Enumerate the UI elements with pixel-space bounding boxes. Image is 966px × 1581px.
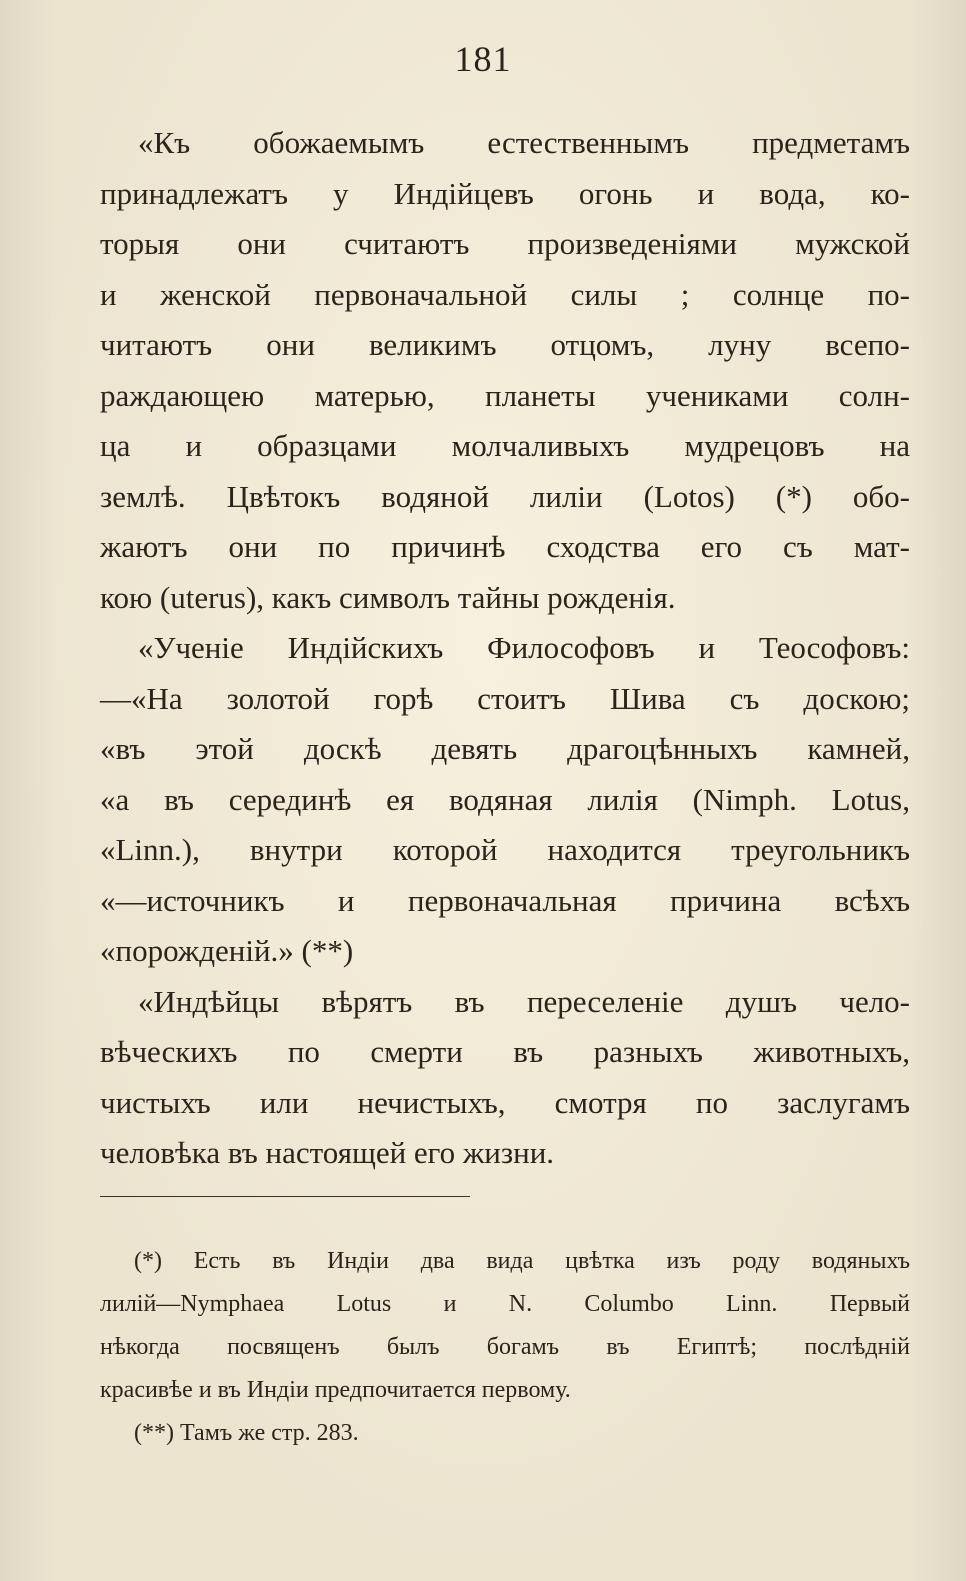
text-line: «въ этой доскѣ девять драгоцѣнныхъ камней, [100,731,910,766]
text-line: «Linn.), внутри которой находится треугольникъ [100,832,910,867]
text-line: «—источникъ и первоначальная причина всѣхъ [100,882,910,918]
text-line: и женской первоначальной силы ; солнце по- [100,276,910,312]
text-line: торыя они считаютъ произведеніями мужской [100,226,910,261]
paragraph [100,118,910,623]
footnote-line: нѣкогда посвященъ былъ богамъ въ Египтѣ; послѣдній [100,1334,910,1360]
text-line: «Къ обожаемымъ естественнымъ предметамъ [138,125,910,160]
paragraph [100,977,910,1179]
text-line: читаютъ они великимъ отцомъ, луну всепо- [100,327,910,362]
text-line: человѣка въ настоящей его жизни. [100,1135,555,1170]
footnote-line: (**) Тамъ же стр. 283. [134,1420,359,1446]
text-line: —«На золотой горѣ стоитъ Шива съ доскою; [100,680,910,716]
footnote-line: лилій—Nymphaea Lotus и N. Columbo Linn. Первый [100,1291,910,1317]
text-line: вѣческихъ по смерти въ разныхъ животныхъ, [100,1034,910,1069]
text-line: кою (uterus), какъ символъ тайны рожденія. [100,579,676,615]
text-line: «порожденій.» (**) [100,933,354,968]
footnote-separator [100,1196,470,1197]
footnote-line: (*) Есть въ Индіи два вида цвѣтка изъ роду водяныхъ [134,1248,910,1274]
text-line: принадлежатъ у Индійцевъ огонь и вода, ко- [100,175,910,211]
text-line: «Индѣйцы вѣрятъ въ переселеніе душъ чело- [138,983,910,1019]
text-line: раждающею матерью, планеты учениками солн- [100,377,910,413]
footnotes [100,1240,910,1455]
footnote [100,1240,910,1412]
text-line: чистыхъ или нечистыхъ, смотря по заслугамъ [100,1084,910,1120]
footnote-line: красивѣе и въ Индіи предпочитается первому. [100,1377,571,1403]
main-text [100,118,910,1179]
text-line: ца и образцами молчаливыхъ мудрецовъ на [100,428,910,463]
footnote [100,1412,910,1455]
text-line: «а въ серединѣ ея водяная лилія (Nimph. Lotus, [100,781,910,817]
page-number: 181 [454,39,512,79]
text-line: жаютъ они по причинѣ сходства его съ мат- [100,529,910,564]
text-line: землѣ. Цвѣтокъ водяной лиліи (Lotos) (*) обо- [100,478,910,514]
text-line: «Ученіе Индійскихъ Философовъ и Теософовъ: [138,630,910,665]
paragraph [100,623,910,977]
